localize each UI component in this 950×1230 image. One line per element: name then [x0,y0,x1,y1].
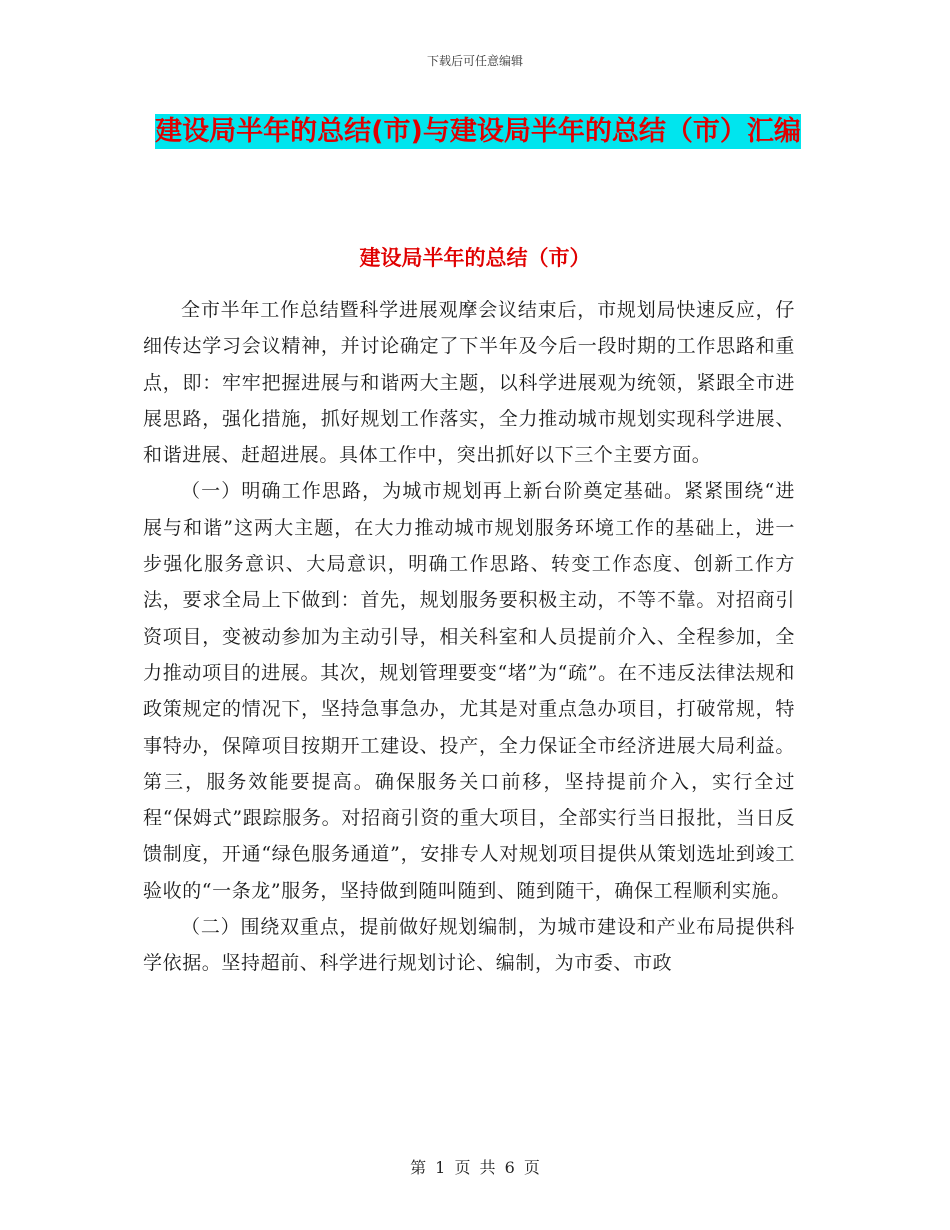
page-footer: 第 1 页 共 6 页 [410,1158,540,1177]
paragraph-intro: 全市半年工作总结暨科学进展观摩会议结束后，市规划局快速反应，仔细传达学习会议精神，并讨论确定了下半年及今后一段时期的工作思路和重点，即：牢牢把握进展与和谐两大主题，以科学进展观为统领，紧跟全市进展思路，强化措施，抓好规划工作落实，全力推动城市规划实现科学进展、和谐进展、赶超进展。具体工作中，突出抓好以下三个主要方面。 [143,299,795,467]
paragraph-1: （一）明确工作思路，为城市规划再上新台阶奠定基础。紧紧围绕“进展与和谐”这两大主题，在大力推动城市规划服务环境工作的基础上，进一步强化服务意识、大局意识，明确工作思路、转变工作态度、创新工作方法，要求全局上下做到：首先，规划服务要积极主动，不等不靠。对招商引资项目，变被动参加为主动引导，相关科室和人员提前介入、全程参加，全力推动项目的进展。其次，规划管理要变“堵”为“疏”。在不违反法律法规和政策规定的情况下，坚持急事急办，尤其是对重点急办项目，打破常规，特事特办，保障项目按期开工建设、投产，全力保证全市经济进展大局利益。第三，服务效能要提高。确保服务关口前移，坚持提前介入，实行全过程“保姆式”跟踪服务。对招商引资的重大项目，全部实行当日报批，当日反馈制度，开通“绿色服务通道”，安排专人对规划项目提供从策划选址到竣工验收的“一条龙”服务，坚持做到随叫随到、随到随干，确保工程顺利实施。 [143,480,795,902]
body-text [143,292,795,982]
document-title-text: 建设局半年的总结(市)与建设局半年的总结（市）汇编 [155,116,801,147]
header-note: 下载后可任意编辑 [426,54,523,68]
paragraph-2: （二）围绕双重点，提前做好规划编制，为城市建设和产业布局提供科学依据。坚持超前、科学进行规划讨论、编制，为市委、市政 [143,916,795,975]
document-title [148,108,808,156]
section-title: 建设局半年的总结（市） [359,246,591,270]
